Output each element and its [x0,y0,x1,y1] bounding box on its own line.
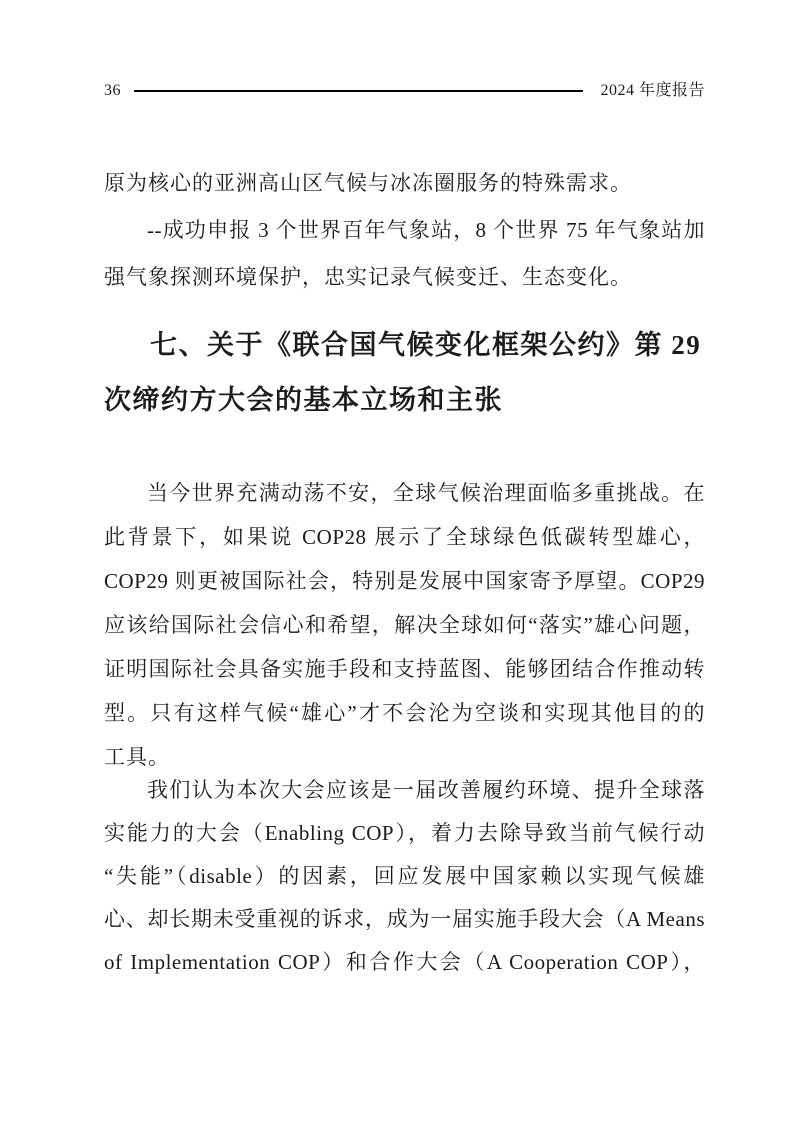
paragraph-2 [104,769,705,984]
section-heading-line: 次缔约方大会的基本立场和主张 [104,385,503,415]
body-text-line: 应该给国际社会信心和希望，解决全球如何“落实”雄心问题， [104,613,705,637]
body-text-line: 证明国际社会具备实施手段和支持蓝图、能够团结合作推动转 [104,657,705,681]
page-number: 36 [104,82,121,99]
header-rule [134,90,583,92]
body-text-line: 原为核心的亚洲高山区气候与冰冻圈服务的特殊需求。 [104,171,632,195]
body-text-line: 工具。 [104,745,170,769]
body-text-line: of Implementation COP）和合作大会（A Cooperation COP）， [104,950,705,974]
body-text-line: 实能力的大会（Enabling COP），着力去除导致当前气候行动 [104,821,705,845]
body-text-line: 强气象探测环境保护，忠实记录气候变迁、生态变化。 [104,265,632,289]
body-text-line: “失能”（disable）的因素，回应发展中国家赖以实现气候雄 [104,864,705,888]
body-text-line: 我们认为本次大会应该是一届改善履约环境、提升全球落 [147,778,705,802]
body-text-line: 型。只有这样气候“雄心”才不会沦为空谈和实现其他目的的 [104,701,705,725]
body-text-line: 此背景下，如果说 COP28 展示了全球绿色低碳转型雄心， [104,525,705,549]
intro-paragraph [104,160,705,301]
page-header [104,80,705,102]
section-heading [104,318,705,428]
body-text-line: 心、却长期未受重视的诉求，成为一届实施手段大会（A Means [104,907,705,931]
body-text-line: 当今世界充满动荡不安，全球气候治理面临多重挑战。在 [147,481,705,505]
section-heading-line: 七、关于《联合国气候变化框架公约》第 29 [150,330,702,360]
paragraph-1 [104,471,705,779]
body-text-line: COP29 则更被国际社会，特别是发展中国家寄予厚望。COP29 [104,569,705,593]
report-title: 2024 年度报告 [600,82,705,99]
body-text-line: --成功申报 3 个世界百年气象站，8 个世界 75 年气象站加 [147,218,705,242]
